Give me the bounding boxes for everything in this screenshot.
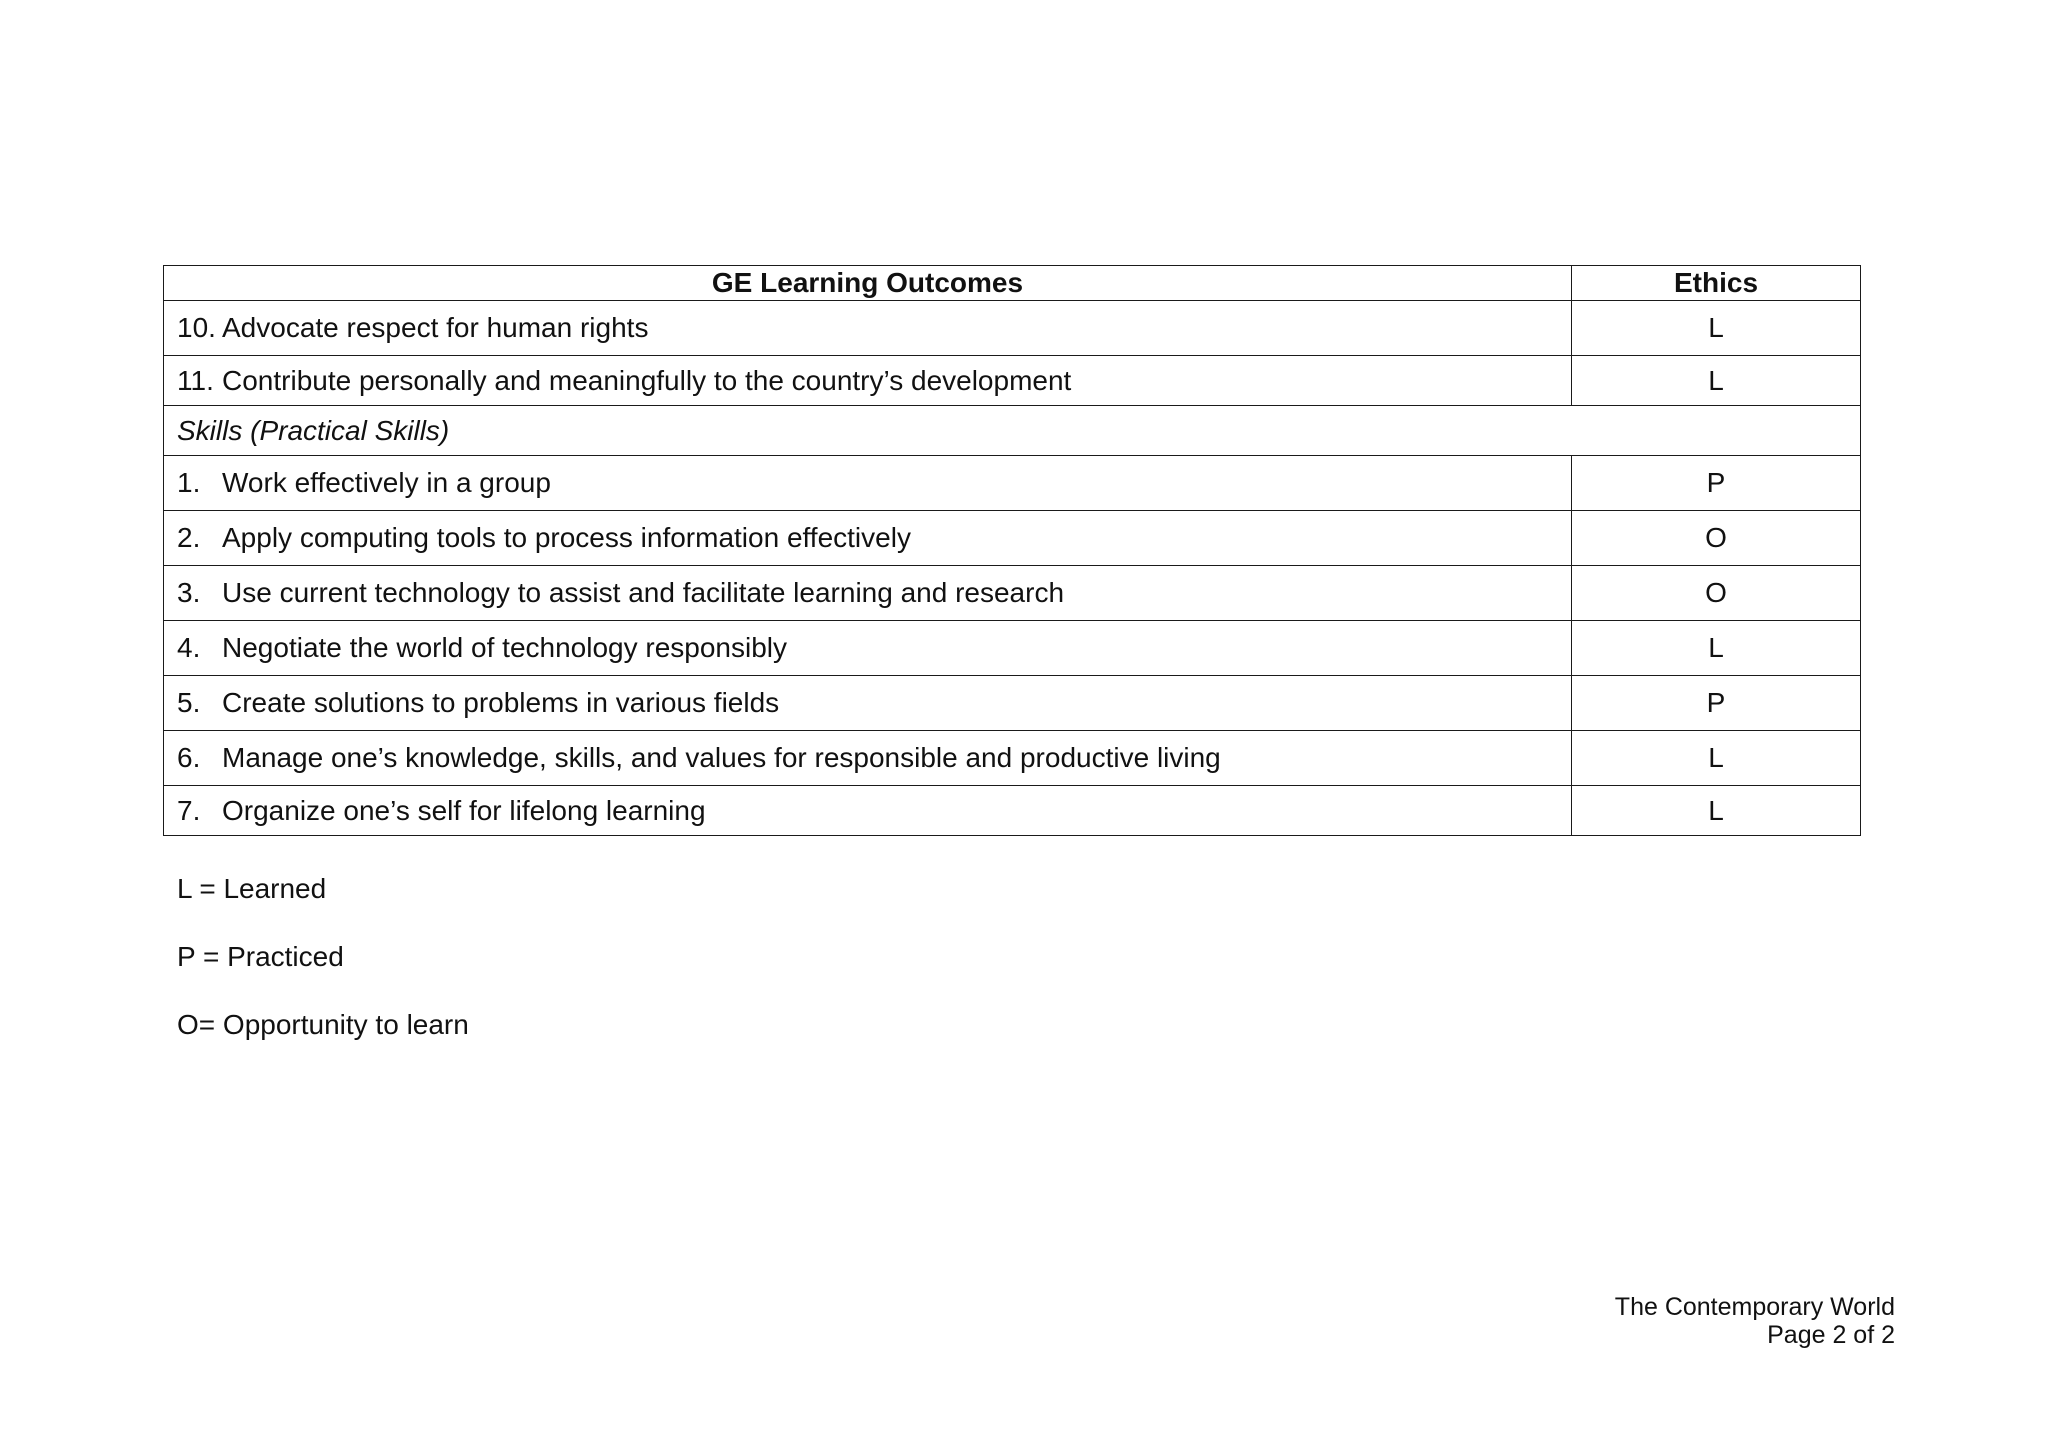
outcome-number: 11. bbox=[177, 364, 214, 396]
outcome-number: 1. bbox=[177, 467, 201, 498]
ethics-rating: L bbox=[1572, 301, 1861, 356]
outcome-text: Contribute personally and meaningfully to the country’s development bbox=[222, 364, 1072, 396]
outcome-cell bbox=[164, 356, 1572, 406]
outcome-text: Advocate respect for human rights bbox=[222, 312, 649, 343]
outcome-number: 10. bbox=[177, 312, 216, 343]
section-row bbox=[164, 406, 1861, 456]
outcome-cell bbox=[164, 456, 1572, 511]
outcome-cell bbox=[164, 301, 1572, 356]
header-ethics: Ethics bbox=[1572, 266, 1861, 301]
outcome-cell bbox=[164, 786, 1572, 836]
outcome-cell bbox=[164, 731, 1572, 786]
ethics-rating: L bbox=[1572, 621, 1861, 676]
footer-course-title: The Contemporary World bbox=[1614, 1293, 1895, 1321]
header-ge-learning-outcomes: GE Learning Outcomes bbox=[164, 266, 1572, 301]
table-row bbox=[164, 621, 1861, 676]
table-row bbox=[164, 456, 1861, 511]
table-header-row bbox=[164, 266, 1861, 301]
outcome-text: Negotiate the world of technology responsibly bbox=[222, 632, 788, 663]
outcome-cell bbox=[164, 566, 1572, 621]
legend-learned: L = Learned bbox=[177, 873, 327, 904]
ethics-rating: O bbox=[1572, 566, 1861, 621]
footer-page-number: Page 2 of 2 bbox=[1767, 1321, 1895, 1349]
ethics-rating: P bbox=[1572, 456, 1861, 511]
outcome-number: 3. bbox=[177, 577, 201, 608]
outcome-cell bbox=[164, 511, 1572, 566]
table-row bbox=[164, 511, 1861, 566]
ethics-rating: L bbox=[1572, 786, 1861, 836]
outcome-number: 2. bbox=[177, 522, 201, 553]
ethics-rating: L bbox=[1572, 356, 1861, 406]
outcome-text: Manage one’s knowledge, skills, and values for responsible and productive living bbox=[222, 742, 1221, 773]
table-row bbox=[164, 731, 1861, 786]
legend-opportunity: O= Opportunity to learn bbox=[177, 1009, 469, 1040]
ethics-rating: O bbox=[1572, 511, 1861, 566]
outcome-text: Apply computing tools to process information effectively bbox=[222, 522, 911, 553]
table-row bbox=[164, 301, 1861, 356]
outcome-text: Use current technology to assist and facilitate learning and research bbox=[222, 577, 1065, 608]
outcome-number: 7. bbox=[177, 794, 201, 826]
outcome-text: Organize one’s self for lifelong learning bbox=[222, 794, 706, 826]
outcome-number: 6. bbox=[177, 742, 201, 773]
legend-practiced: P = Practiced bbox=[177, 941, 344, 972]
table-row bbox=[164, 676, 1861, 731]
table-row bbox=[164, 566, 1861, 621]
table-row bbox=[164, 786, 1861, 836]
learning-outcomes-table bbox=[163, 265, 1861, 836]
outcome-cell bbox=[164, 676, 1572, 731]
ethics-rating: P bbox=[1572, 676, 1861, 731]
outcome-text: Create solutions to problems in various fields bbox=[222, 687, 780, 718]
outcome-number: 4. bbox=[177, 632, 201, 663]
section-label: Skills (Practical Skills) bbox=[164, 406, 1861, 456]
ethics-rating: L bbox=[1572, 731, 1861, 786]
outcome-text: Work effectively in a group bbox=[222, 467, 551, 498]
outcome-cell bbox=[164, 621, 1572, 676]
table-row bbox=[164, 356, 1861, 406]
outcome-number: 5. bbox=[177, 687, 201, 718]
